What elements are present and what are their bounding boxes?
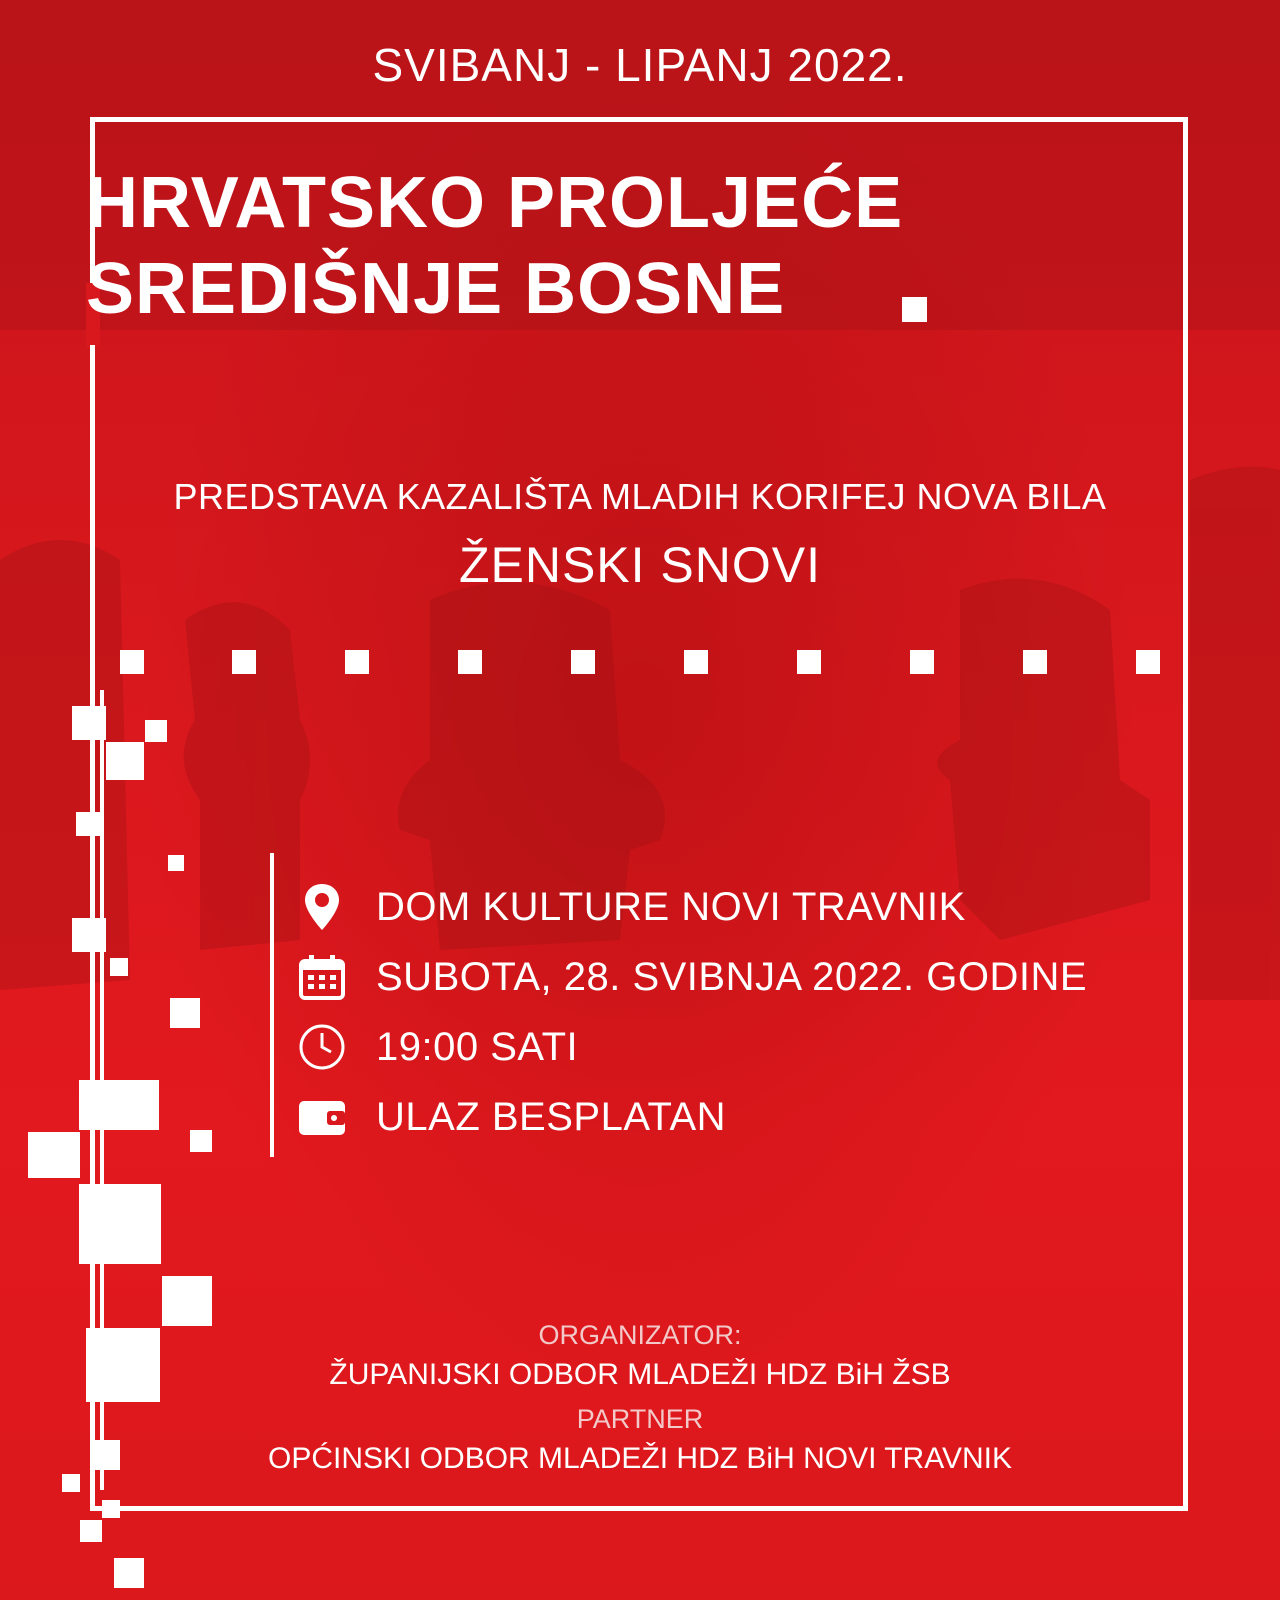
- location-text: DOM KULTURE NOVI TRAVNIK: [376, 884, 966, 929]
- festival-title: [86, 160, 1026, 332]
- organizer-name: ŽUPANIJSKI ODBOR MLADEŽI HDZ BiH ŽSB: [329, 1358, 951, 1391]
- festival-title-line-1: HRVATSKO PROLJEĆE: [86, 163, 904, 243]
- details-divider: [270, 853, 274, 1157]
- dotted-separator: [0, 650, 1280, 676]
- festival-title-line-2: SREDIŠNJE BOSNE: [86, 249, 786, 329]
- partner-label: PARTNER: [576, 1404, 704, 1434]
- date-text: SUBOTA, 28. SVIBNJA 2022. GODINE: [376, 954, 1088, 999]
- location-pin-icon: [296, 881, 348, 933]
- event-date-range: SVIBANJ - LIPANJ 2022.: [372, 39, 908, 91]
- calendar-icon: [296, 951, 348, 1003]
- detail-time: [296, 1017, 578, 1077]
- detail-location: [296, 877, 966, 937]
- clock-icon: [296, 1021, 348, 1073]
- title-square-accent: [902, 297, 927, 322]
- detail-date: [296, 947, 1087, 1007]
- event-subtitle: PREDSTAVA KAZALIŠTA MLADIH KORIFEJ NOVA BILA: [173, 476, 1107, 517]
- organizer-label: ORGANIZATOR:: [538, 1320, 742, 1350]
- show-title: ŽENSKI SNOVI: [458, 537, 822, 593]
- time-text: 19:00 SATI: [376, 1024, 579, 1069]
- wallet-icon: [296, 1091, 348, 1143]
- detail-admission: [296, 1087, 726, 1147]
- partner-name: OPĆINSKI ODBOR MLADEŽI HDZ BiH NOVI TRAVNIK: [268, 1442, 1012, 1475]
- admission-text: ULAZ BESPLATAN: [376, 1094, 727, 1139]
